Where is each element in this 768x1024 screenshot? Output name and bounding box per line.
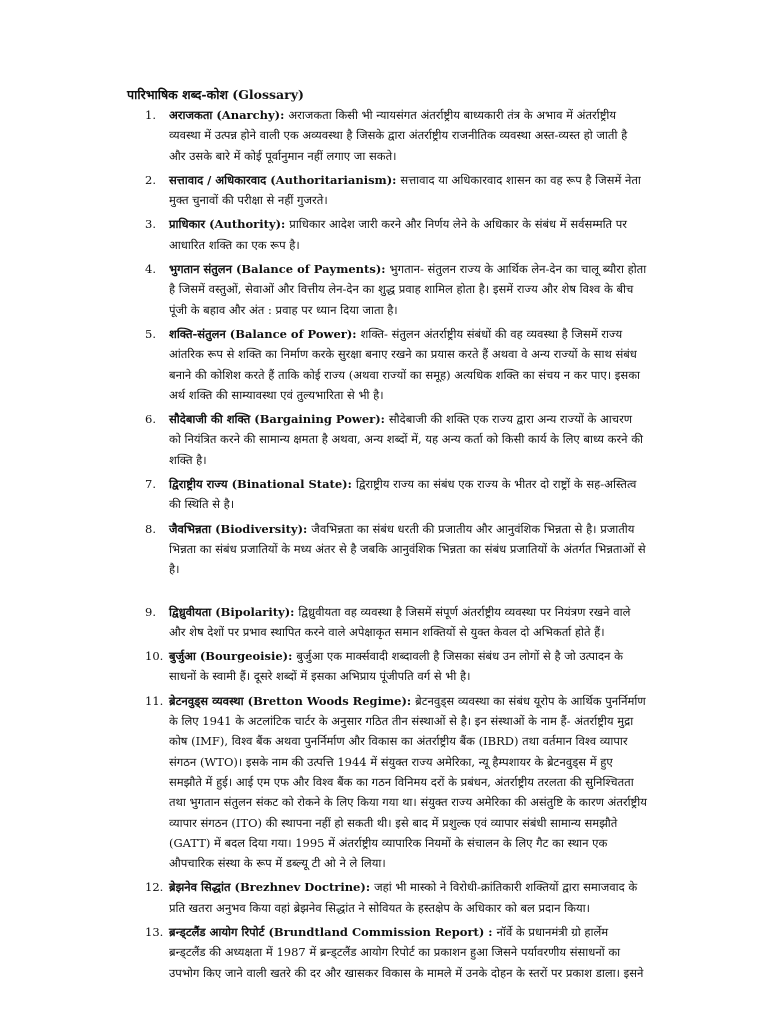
glossary-entry	[127, 877, 647, 918]
glossary-entry	[127, 170, 647, 211]
glossary-entry	[127, 214, 647, 255]
entry-term: सौदेबाजी की शक्ति (Bargaining Power):	[169, 412, 389, 427]
entry-number: 6.	[145, 412, 156, 427]
entry-number: 1.	[145, 108, 156, 122]
entry-term: जैवभिन्नता (Biodiversity):	[169, 521, 312, 536]
glossary-entry	[127, 922, 647, 983]
glossary-entry	[127, 519, 647, 580]
entry-term: अराजकता (Anarchy):	[169, 108, 289, 122]
entry-term: सत्तावाद / अधिकारवाद (Authoritarianism):	[169, 172, 401, 187]
entry-definition: जहां भी मास्को ने विरोधी-क्रांतिकारी शक्तियों द्वारा समाजवाद के प्रति खतरा अनुभव किया वहां ब्रेझनेव सिद्धांत ने सोवियत के हस्तक्षेप के अधिकार को बल प्रदान किया।	[169, 880, 638, 915]
entry-number: 2.	[145, 172, 156, 187]
glossary-entry	[127, 646, 647, 687]
entry-term: प्राधिकार (Authority):	[169, 217, 290, 232]
entry-definition: बुर्जुआ एक मार्क्सवादी शब्दावली है जिसका संबंध उन लोगों से है जो उत्पादन के साधनों के स्वामी हैं। दूसरे शब्दों में इसका अभिप्राय पूंजीपति वर्ग से भी है।	[169, 649, 623, 684]
entry-number: 8.	[145, 521, 156, 536]
entry-definition: सत्तावाद या अधिकारवाद शासन का वह रूप है जिसमें नेता मुक्त चुनावों की परीक्षा से नहीं गुजरते।	[169, 172, 641, 208]
entry-number: 12.	[145, 880, 164, 895]
glossary-list	[127, 105, 647, 987]
entry-term: ब्रन्ड्टलैंड आयोग रिपोर्ट (Brundtland Commission Report) :	[169, 924, 497, 939]
glossary-entry	[127, 105, 647, 166]
entry-term: ब्रेझनेव सिद्धांत (Brezhnev Doctrine):	[169, 880, 375, 895]
entry-term: बुर्जुआ (Bourgeoisie):	[169, 649, 297, 664]
entry-number: 4.	[145, 262, 156, 277]
entry-term: शक्ति-संतुलन (Balance of Power):	[169, 326, 361, 341]
entry-definition: नॉर्वे के प्रधानमंत्री ग्रो हार्लेम ब्रन्ड्टलैंड की अध्यक्षता में 1987 में ब्रन्ड्टलैंड आयोग रिपोर्ट का प्रकाशन हुआ जिसने पर्यावरणीय संसाधनों का उपभोग किए जाने वाली खतरे की दर और खासकर विकास के मामले में उनके दोहन के स्तरों पर प्रकाश डाला। इसने	[169, 924, 644, 980]
entry-term: ब्रेटनवुड्स व्यवस्था (Bretton Woods Regime):	[169, 693, 416, 708]
glossary-entry	[127, 324, 647, 405]
entry-definition: प्राधिकार आदेश जारी करने और निर्णय लेने के अधिकार के संबंध में सर्वसम्मति पर आधारित शक्ति का एक रूप है।	[169, 217, 628, 252]
entry-number: 9.	[145, 604, 156, 619]
glossary-entry	[127, 602, 647, 643]
entry-definition: ब्रेटनवुड्स व्यवस्था का संबंध यूरोप के आर्थिक पुनर्निर्माण के लिए 1941 के अटलांटिक चार्टर के अनुसार गठित तीन संस्थाओं से है। इन संस्थाओं के नाम हैं- अंतर्राष्ट्रीय मुद्रा कोष (IMF), विश्व बैंक अथवा पुनर्निर्माण और विकास का अंतर्राष्ट्रीय बैंक (IBRD) तथा वर्तमान विश्व व्यापार संगठन (WTO)। इसके नाम की उत्पत्ति 1944 में संयुक्त राज्य अमेरिका, न्यू हैम्पशायर के ब्रेटनवुड्स में हुए समझौते में हुई। आई एम एफ और विश्व बैंक का गठन विनिमय दरों के प्रबंधन, अंतर्राष्ट्रीय तरलता की सुनिश्चितता तथा भुगतान संतुलन संकट को रोकने के लिए किया गया था। संयुक्त राज्य अमेरिका की असंतुष्टि के कारण अंतर्राष्ट्रीय व्यापार संगठन (ITO) की स्थापना नहीं हो सकती थी। इसे बाद में प्रशुल्क एवं व्यापार संबंधी सामान्य समझौते (GATT) में बदल दिया गया। 1995 में अंतर्राष्ट्रीय व्यापारिक नियमों के संचालन के लिए गैट का स्थान एक औपचारिक संस्था के रूप में डब्ल्यू टी ओ ने ले लिया।	[169, 693, 647, 871]
entry-number: 13.	[145, 924, 164, 939]
entry-definition: द्विध्रुवीयता वह व्यवस्था है जिसमें संपूर्ण अंतर्राष्ट्रीय व्यवस्था पर नियंत्रण रखने वाले और शेष देशों पर प्रभाव स्थापित करने वाले अपेक्षाकृत समान शक्तियों से युक्त केवल दो अभिकर्ता होते हैं।	[169, 604, 631, 639]
entry-number: 3.	[145, 217, 156, 232]
entry-definition: अराजकता किसी भी न्यायसंगत अंतर्राष्ट्रीय बाध्यकारी तंत्र के अभाव में अंतर्राष्ट्रीय व्यवस्था में उत्पन्न होने वाली एक अव्यवस्था है जिसके द्वारा अंतर्राष्ट्रीय राजनीतिक व्यवस्था अस्त-व्यस्त हो जाती है और उसके बारे में कोई पूर्वानुमान नहीं लगाए जा सकते।	[169, 108, 628, 163]
entry-number: 7.	[145, 477, 156, 492]
glossary-heading: पारिभाषिक शब्द-कोश (Glossary)	[127, 87, 304, 102]
entry-term: भुगतान संतुलन (Balance of Payments):	[169, 262, 390, 277]
entry-term: द्विराष्ट्रीय राज्य (Binational State):	[169, 477, 356, 492]
entry-term: द्विध्रुवीयता (Bipolarity):	[169, 604, 299, 619]
entry-number: 5.	[145, 326, 156, 341]
entry-definition: सौदेबाजी की शक्ति एक राज्य द्वारा अन्य राज्यों के आचरण को नियंत्रित करने की सामान्य क्षमता है अथवा, अन्य शब्दों में, यह अन्य कर्ता को किसी कार्य के लिए बाध्य करने की शक्ति है।	[169, 412, 644, 467]
entry-definition: द्विराष्ट्रीय राज्य का संबंध एक राज्य के भीतर दो राष्ट्रों के सह-अस्तित्व की स्थिति से है।	[169, 477, 637, 512]
entry-number: 10.	[145, 649, 164, 664]
entry-number: 11.	[145, 693, 164, 708]
glossary-entry	[127, 691, 647, 874]
glossary-entry	[127, 474, 647, 515]
entry-definition: भुगतान- संतुलन राज्य के आर्थिक लेन-देन का चालू ब्यौरा होता है जिसमें वस्तुओं, सेवाओं और वित्तीय लेन-देन का शुद्ध प्रवाह शामिल होता है। इसमें राज्य और शेष विश्व के बीच पूंजी के बहाव और अंत : प्रवाह पर ध्यान दिया जाता है।	[169, 262, 647, 317]
entry-definition: जैवभिन्नता का संबंध धरती की प्रजातीय और आनुवंशिक भिन्नता से है। प्रजातीय भिन्नता का संबंध प्रजातियों के मध्य अंतर से है जबकि आनुवंशिक भिन्नता का संबंध प्रजातियों के अंतर्गत भिन्नताओं से है।	[169, 521, 646, 577]
glossary-entry	[127, 409, 647, 470]
glossary-entry	[127, 259, 647, 320]
entry-definition: शक्ति- संतुलन अंतर्राष्ट्रीय संबंधों की वह व्यवस्था है जिसमें राज्य आंतरिक रूप से शक्ति का निर्माण करके सुरक्षा बनाए रखने का प्रयास करते हैं अथवा वे अन्य राज्यों के साथ संबंध बनाने की कोशिश करते हैं ताकि कोई राज्य (अथवा राज्यों का समूह) अत्यधिक शक्ति का संचय न कर पाए। इसका अर्थ शक्ति की साम्यावस्था एवं तुल्यभारिता से भी है।	[169, 326, 641, 402]
